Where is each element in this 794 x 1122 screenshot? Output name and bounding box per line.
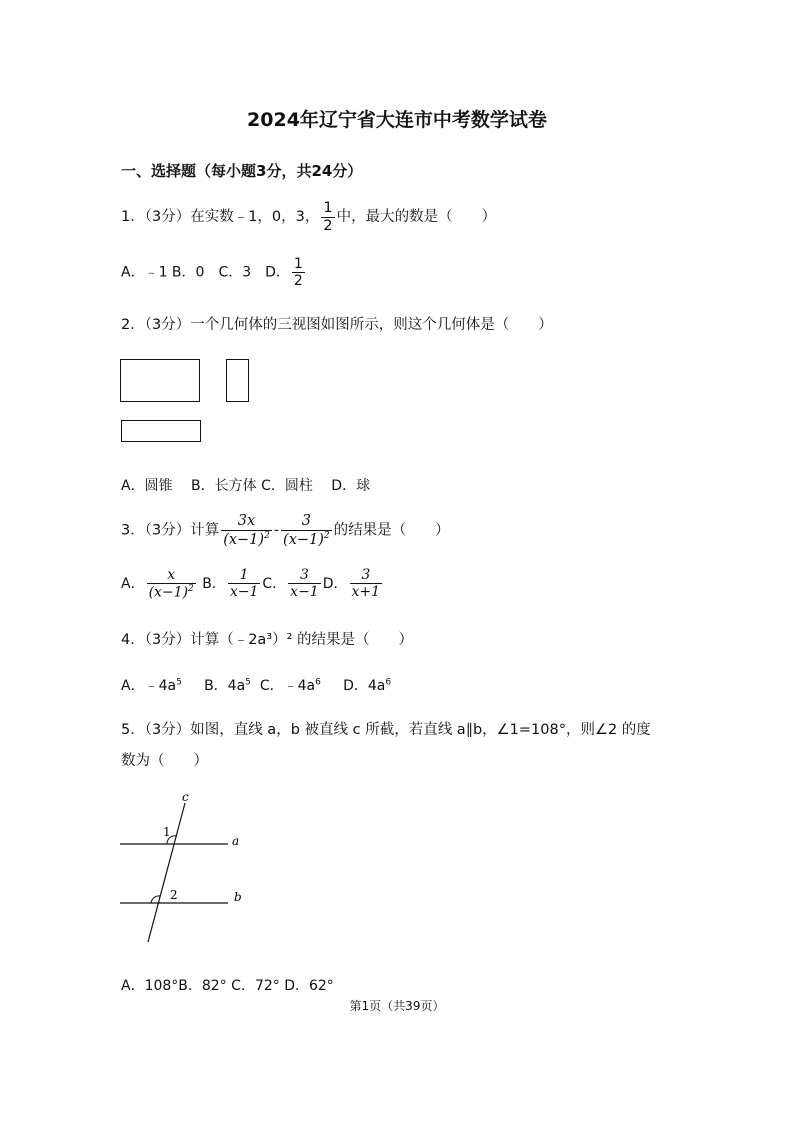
q3-stem-pre: 3．（3分）计算 [121,522,220,539]
q3-opt-d-label: D． [322,575,348,592]
q3-fraction-2 [281,513,332,548]
question-2: 2．（3分）一个几何体的三视图如图所示，则这个几何体是（ ） [121,317,553,333]
question-3 [121,513,450,548]
q3-opt-b-num: 1 [239,567,249,584]
side-view-rectangle [226,359,249,402]
q4-opt-c-exp: 6 [315,677,321,688]
section-header: 一、选择题（每小题3分，共24分） [121,162,363,180]
q3-opt-d-den: x+1 [351,584,381,601]
q1-fraction [321,200,334,234]
q3-f1-den-exp: 2 [264,530,270,541]
q1-stem-post: 中，最大的数是（ ） [336,209,497,226]
q3-f2-den: (x−1) [283,531,324,548]
q3-opt-b-label: B． [202,575,226,592]
q3-opt-b-den: x−1 [229,584,259,601]
q2-options: A．圆锥 B．长方体 C．圆柱 D．球 [121,478,371,494]
q1-stem-pre: 1．（3分）在实数﹣1，0，3， [121,209,320,226]
q4-opt-b: B．4a [204,678,246,694]
label-angle-2: 2 [170,888,178,902]
page-footer: 第1页（共39页） [349,999,445,1013]
q3-minus: - [273,522,280,539]
q1-optd-num: 1 [293,256,303,272]
q3-f2-num: 3 [301,513,311,529]
q1-options [121,256,307,289]
q3-opt-c-fraction [288,567,321,600]
q1-opts-text: A．﹣1 B．0 C．3 D． [121,264,290,281]
q3-opt-d-fraction [350,567,383,600]
front-view-rectangle [120,359,200,402]
page-title: 2024年辽宁省大连市中考数学试卷 [247,109,547,131]
q3-opt-a-label: A． [121,575,145,592]
transversal-line-c [148,803,185,942]
q3-opt-a-fraction [147,567,196,601]
q4-opt-c: C．﹣4a [259,678,316,694]
q3-opt-a-den-wrap [147,583,196,601]
q1-frac-num: 1 [323,200,333,216]
q4-opt-d-exp: 6 [385,677,392,688]
q1-optd-fraction [292,256,305,289]
q3-opt-a-den-exp: 2 [188,584,194,595]
label-angle-1: 1 [163,825,171,839]
q3-opt-c-num: 3 [299,567,309,584]
q3-opt-c-label: C． [262,575,287,592]
q3-opt-a-num: x [167,567,176,583]
label-c: c [182,790,189,804]
q4-opt-d: D．4a [343,678,386,694]
q3-f2-den-wrap [281,530,332,549]
label-b: b [234,890,242,904]
question-1 [121,200,496,234]
q3-f1-den-wrap [221,530,272,549]
label-a: a [232,834,240,848]
q3-f1-num: 3x [237,513,256,529]
q3-opt-a-den: (x−1) [148,584,189,601]
q3-stem-post: 的结果是（ ） [333,522,450,539]
parallel-lines-figure [110,785,290,950]
top-view-rectangle [121,420,201,442]
q4-opt-a: A．﹣4a [121,678,177,694]
q1-frac-den: 2 [323,217,333,234]
q3-opt-d-num: 3 [361,567,371,584]
q3-opt-c-den: x−1 [290,584,319,601]
q3-options [121,567,384,601]
q3-f2-den-exp: 2 [323,530,330,541]
q3-f1-den: (x−1) [223,531,265,548]
question-4: 4．（3分）计算（﹣2a³）² 的结果是（ ） [121,632,414,648]
q3-opt-b-fraction [228,567,261,600]
q3-fraction-1 [221,513,272,548]
question-5-line-2: 数为（ ） [121,753,208,769]
q4-opt-b-exp: 5 [245,677,251,688]
q4-options [121,675,391,695]
q4-opt-a-exp: 5 [176,677,182,688]
q5-options: A．108°B．82° C．72° D．62° [121,978,334,994]
question-5-line-1: 5．（3分）如图，直线 a，b 被直线 c 所截，若直线 a∥b，∠1=108°，则∠2 的度 [121,722,651,738]
q1-optd-den: 2 [293,273,303,290]
